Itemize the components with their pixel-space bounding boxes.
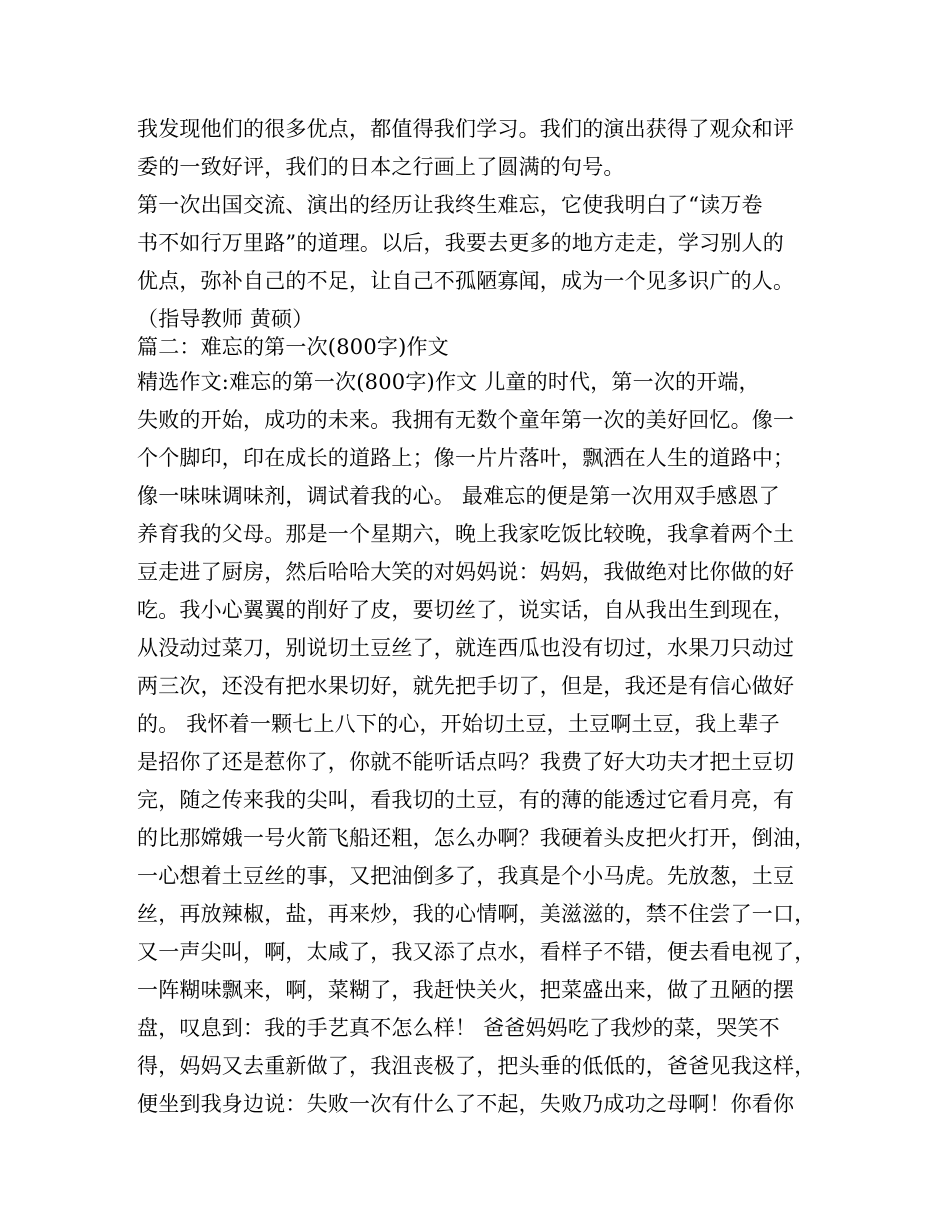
text-line: 盘，叹息到：我的手艺真不怎么样！ 爸爸妈妈吃了我炒的菜，哭笑不 (137, 1016, 780, 1040)
text-line: 养育我的父母。那是一个星期六，晚上我家吃饭比较晚，我拿着两个土 (137, 522, 795, 546)
text-line: 像一味味调味剂，调试着我的心。 最难忘的便是第一次用双手感恩了 (137, 484, 780, 508)
text-line: 豆走进了厨房，然后哈哈大笑的对妈妈说：妈妈，我做绝对比你做的好 (137, 560, 795, 584)
section-heading: 篇二：难忘的第一次(800字)作文 (137, 335, 449, 359)
text-line: 是招你了还是惹你了，你就不能听话点吗？我费了好大功夫才把土豆切 (137, 750, 795, 774)
text-line: 完，随之传来我的尖叫，看我切的土豆，有的薄的能透过它看月亮，有 (137, 788, 795, 812)
text-line: 一心想着土豆丝的事，又把油倒多了，我真是个小马虎。先放葱，土豆 (137, 864, 795, 888)
text-line: 从没动过菜刀，别说切土豆丝了，就连西瓜也没有切过，水果刀只动过 (137, 636, 795, 660)
text-line: 便坐到我身边说：失败一次有什么了不起，失败乃成功之母啊！你看你 (137, 1092, 795, 1116)
text-line: 的比那嫦娥一号火箭飞船还粗，怎么办啊？我硬着头皮把火打开，倒油， (137, 826, 816, 850)
text-line: 的。 我怀着一颗七上八下的心，开始切土豆，土豆啊土豆，我上辈子 (137, 712, 780, 736)
text-line: 失败的开始，成功的未来。我拥有无数个童年第一次的美好回忆。像一 (137, 408, 795, 432)
text-line: 精选作文:难忘的第一次(800字)作文 儿童的时代，第一次的开端， (137, 370, 760, 394)
text-line: 个个脚印，印在成长的道路上；像一片片落叶，飘洒在人生的道路中； (137, 446, 795, 470)
text-line: 两三次，还没有把水果切好，就先把手切了，但是，我还是有信心做好 (137, 674, 795, 698)
text-line: 又一声尖叫，啊，太咸了，我又添了点水，看样子不错，便去看电视了， (137, 940, 816, 964)
text-line: 优点，弥补自己的不足，让自己不孤陋寡闻，成为一个见多识广的人。 (137, 269, 795, 293)
text-line: 委的一致好评，我们的日本之行画上了圆满的句号。 (137, 155, 625, 179)
text-line: 第一次出国交流、演出的经历让我终生难忘，它使我明白了“读万卷 (137, 193, 763, 217)
text-line: 一阵糊味飘来，啊，菜糊了，我赶快关火，把菜盛出来，做了丑陋的摆 (137, 978, 795, 1002)
text-line: 吃。我小心翼翼的削好了皮，要切丝了，说实话，自从我出生到现在， (137, 598, 795, 622)
teacher-credit: （指导教师 黄硕） (137, 307, 314, 331)
text-line: 我发现他们的很多优点，都值得我们学习。我们的演出获得了观众和评 (137, 117, 795, 141)
text-line: 得，妈妈又去重新做了，我沮丧极了，把头垂的低低的，爸爸见我这样， (137, 1054, 816, 1078)
text-line: 丝，再放辣椒，盐，再来炒，我的心情啊，美滋滋的，禁不住尝了一口， (137, 902, 816, 926)
text-line: 书不如行万里路”的道理。以后，我要去更多的地方走走，学习别人的 (137, 231, 784, 255)
